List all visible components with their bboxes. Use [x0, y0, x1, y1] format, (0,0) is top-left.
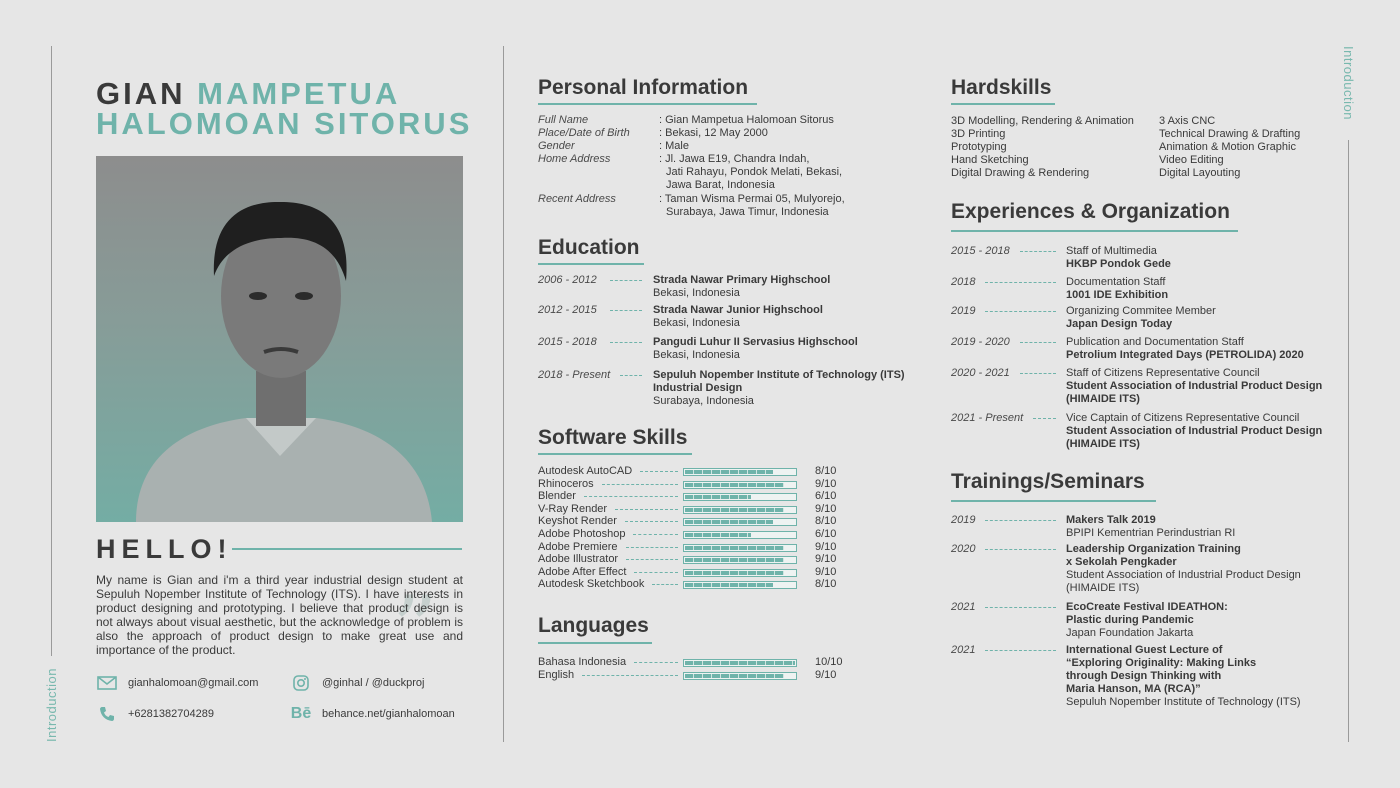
education-dash	[610, 280, 642, 281]
hardskill-item: Technical Drawing & Drafting	[1159, 128, 1301, 140]
skill-dash	[634, 572, 678, 573]
skill-row	[538, 566, 843, 578]
timeline-line: Plastic during Pandemic	[1066, 614, 1194, 626]
hardskills-column-1	[951, 115, 1134, 180]
timeline-dash	[1020, 342, 1056, 343]
timeline-date: 2015 - 2018	[951, 245, 1010, 257]
skill-dash	[625, 521, 678, 522]
languages-underline	[538, 642, 652, 644]
timeline-line: International Guest Lecture of	[1066, 644, 1223, 656]
right-frame-line	[1348, 140, 1349, 742]
skill-row	[538, 669, 843, 681]
skill-name: Adobe After Effect	[538, 565, 627, 578]
hardskill-item: 3 Axis CNC	[1159, 115, 1216, 127]
contact-phone[interactable]	[96, 706, 214, 722]
first-name: GIAN	[96, 76, 186, 111]
timeline-date: 2021 - Present	[951, 412, 1024, 424]
skill-bar	[683, 581, 797, 589]
skill-bar-fill	[685, 508, 784, 512]
hardskill-item: Animation & Motion Graphic	[1159, 141, 1296, 153]
timeline-dash	[985, 650, 1056, 651]
timeline-body	[1066, 367, 1322, 406]
skill-name: Blender	[538, 490, 576, 503]
timeline-body	[1066, 305, 1216, 331]
timeline-body	[1066, 514, 1235, 540]
last-name: HALOMOAN SITORUS	[96, 106, 473, 141]
trainings-title: Trainings/Seminars	[951, 470, 1145, 493]
timeline-dash	[1020, 373, 1056, 374]
timeline-dash	[985, 282, 1056, 283]
skill-bar	[683, 506, 797, 514]
timeline-line: Japan Design Today	[1066, 318, 1173, 330]
skill-row	[538, 478, 843, 490]
timeline-line: Sepuluh Nopember Institute of Technology (ITS)	[1066, 696, 1301, 708]
bio-text: My name is Gian and i'm a third year industrial design student at Sepuluh Nopember Institute of Technology (ITS). I have interests in product designing and prototyping. I believe that product design is not always about visual aesthetic, but the acknowledge of problem is also the approach of product design to make great use and importance of the product.	[96, 573, 463, 657]
portrait-illustration	[96, 156, 463, 522]
left-frame-line	[51, 46, 52, 656]
timeline-line: Student Association of Industrial Product Design	[1066, 569, 1301, 581]
skill-row	[538, 578, 843, 590]
side-label-right: Introduction	[1341, 46, 1356, 120]
timeline-body	[1066, 543, 1301, 595]
skill-bar-fill	[685, 661, 795, 665]
timeline-line: Staff of Citizens Representative Council	[1066, 367, 1260, 379]
hardskill-item: Digital Layouting	[1159, 167, 1241, 179]
phone-icon	[96, 706, 118, 722]
skill-name: English	[538, 669, 575, 681]
skill-row	[538, 490, 843, 502]
skill-bar	[683, 493, 797, 501]
skill-bar-fill	[685, 533, 751, 537]
languages-title: Languages	[538, 614, 649, 637]
email-text: gianhalomoan@gmail.com	[128, 677, 259, 689]
skill-name: Keyshot Render	[538, 515, 617, 528]
middle-name: MAMPETUA	[197, 76, 401, 111]
skill-score: 8/10	[815, 515, 837, 528]
quote-decoration: ”	[392, 577, 439, 682]
skill-row	[538, 553, 843, 565]
timeline-date: 2019	[951, 305, 976, 317]
timeline-dash	[985, 520, 1056, 521]
timeline-line: Staff of Multimedia	[1066, 245, 1157, 257]
timeline-date: 2020	[951, 543, 976, 555]
skill-name: Rhinoceros	[538, 477, 594, 490]
skill-bar-fill	[685, 520, 773, 524]
hardskill-item: Hand Sketching	[951, 154, 1029, 166]
skill-score: 8/10	[815, 465, 837, 477]
education-body: Strada Nawar Junior Highschool Bekasi, Indonesia	[653, 304, 823, 329]
skill-row	[538, 541, 843, 553]
skill-name: Adobe Premiere	[538, 540, 618, 553]
skill-dash	[633, 534, 678, 535]
timeline-line: x Sekolah Pengkader	[1066, 556, 1177, 568]
timeline-dash	[1033, 418, 1056, 419]
timeline-date: 2020 - 2021	[951, 367, 1010, 379]
education-item: 2006 - 2012	[538, 274, 597, 286]
education-title: Education	[538, 236, 640, 259]
skill-dash	[602, 484, 678, 485]
pi-row-birth: Place/Date of Birth : Bekasi, 12 May 2000	[538, 127, 768, 139]
skill-row	[538, 656, 843, 668]
skill-bar	[683, 481, 797, 489]
hardskill-item: Prototyping	[951, 141, 1007, 153]
timeline-line: Maria Hanson, MA (RCA)”	[1066, 683, 1201, 695]
hardskill-item: 3D Printing	[951, 128, 1006, 140]
skill-name: Adobe Illustrator	[538, 553, 619, 566]
skill-bar-fill	[685, 583, 773, 587]
timeline-body	[1066, 644, 1301, 709]
skill-dash	[652, 584, 678, 585]
behance-text: behance.net/gianhalomoan	[322, 708, 455, 720]
personal-info-title: Personal Information	[538, 76, 749, 99]
skill-dash	[640, 471, 678, 472]
timeline-body	[1066, 601, 1228, 640]
experiences-underline	[951, 230, 1238, 232]
center-divider-line	[503, 46, 504, 742]
skill-score: 9/10	[815, 477, 837, 490]
pi-row-recent-address: Recent Address : Taman Wisma Permai 05, Mulyorejo, Surabaya, Jawa Timur, Indonesia	[538, 193, 845, 218]
hello-underline	[232, 548, 462, 550]
timeline-line: Student Association of Industrial Product Design	[1066, 425, 1323, 437]
pi-row-home-address: Home Address : Jl. Jawa E19, Chandra Indah, Jati Rahayu, Pondok Melati, Bekasi, Jawa Barat, Indonesia	[538, 153, 843, 191]
skill-bar-fill	[685, 546, 784, 550]
timeline-line: Leadership Organization Training	[1066, 543, 1241, 555]
timeline-line: Makers Talk 2019	[1066, 514, 1156, 526]
skill-bar	[683, 569, 797, 577]
skill-bar	[683, 468, 797, 476]
skill-score: 6/10	[815, 528, 837, 540]
skill-row	[538, 515, 843, 527]
side-label-left: Introduction	[44, 668, 59, 742]
hardskill-item: 3D Modelling, Rendering & Animation	[951, 115, 1134, 127]
timeline-line: “Exploring Originality: Making Links	[1066, 657, 1257, 669]
timeline-body	[1066, 276, 1168, 302]
skill-bar	[683, 544, 797, 552]
education-item: 2012 - 2015	[538, 304, 597, 316]
skill-bar	[683, 518, 797, 526]
skill-dash	[582, 675, 678, 676]
timeline-dash	[985, 607, 1056, 608]
skill-bar-fill	[685, 674, 784, 678]
timeline-body	[1066, 245, 1171, 271]
timeline-line: HKBP Pondok Gede	[1066, 258, 1171, 270]
timeline-dash	[985, 311, 1056, 312]
behance-icon: Bē	[290, 705, 312, 722]
timeline-line: (HIMAIDE ITS)	[1066, 582, 1140, 594]
education-body: Pangudi Luhur II Servasius Highschool Bekasi, Indonesia	[653, 336, 858, 361]
skill-name: Autodesk Sketchbook	[538, 578, 645, 591]
timeline-date: 2019	[951, 514, 976, 526]
skill-bar	[683, 556, 797, 564]
pi-row-gender: Gender : Male	[538, 140, 689, 152]
skill-dash	[626, 559, 678, 560]
contact-behance[interactable]	[290, 706, 455, 722]
skill-bar	[683, 672, 797, 680]
skill-row	[538, 503, 843, 515]
timeline-line: through Design Thinking with	[1066, 670, 1222, 682]
skill-score: 9/10	[815, 502, 837, 515]
timeline-body	[1066, 412, 1322, 451]
phone-text: +6281382704289	[128, 708, 214, 720]
trainings-underline	[951, 500, 1156, 502]
skill-name: Bahasa Indonesia	[538, 656, 627, 668]
skill-score: 9/10	[815, 540, 837, 553]
profile-photo	[96, 156, 463, 522]
timeline-line: Publication and Documentation Staff	[1066, 336, 1244, 348]
skill-score: 10/10	[815, 656, 843, 668]
skill-score: 9/10	[815, 565, 837, 578]
timeline-date: 2021	[951, 601, 976, 613]
skill-score: 9/10	[815, 553, 837, 566]
skill-row	[538, 465, 843, 477]
instagram-text: @ginhal / @duckproj	[322, 677, 425, 689]
education-item: 2015 - 2018	[538, 336, 597, 348]
skill-bar-fill	[685, 483, 784, 487]
skill-bar-fill	[685, 558, 784, 562]
timeline-line: Documentation Staff	[1066, 276, 1166, 288]
skill-bar-fill	[685, 571, 784, 575]
timeline-date: 2019 - 2020	[951, 336, 1010, 348]
education-dash	[620, 375, 642, 376]
timeline-line: Japan Foundation Jakarta	[1066, 627, 1194, 639]
timeline-line: Organizing Commitee Member	[1066, 305, 1216, 317]
skill-bar	[683, 531, 797, 539]
personal-info-underline	[538, 103, 757, 105]
education-body: Sepuluh Nopember Institute of Technology (ITS) Industrial Design Surabaya, Indonesia	[653, 369, 905, 407]
skill-bar-fill	[685, 495, 751, 499]
timeline-line: Petrolium Integrated Days (PETROLIDA) 2020	[1066, 349, 1304, 361]
timeline-line: EcoCreate Festival IDEATHON:	[1066, 601, 1228, 613]
instagram-icon	[290, 675, 312, 691]
hardskills-title: Hardskills	[951, 76, 1052, 99]
timeline-date: 2018	[951, 276, 976, 288]
hardskills-underline	[951, 103, 1055, 105]
education-underline	[538, 263, 644, 265]
contact-email[interactable]	[96, 675, 258, 691]
skill-score: 6/10	[815, 490, 837, 503]
education-item: 2018 - Present	[538, 369, 611, 381]
timeline-line: (HIMAIDE ITS)	[1066, 393, 1140, 405]
skill-dash	[634, 662, 678, 663]
skill-row	[538, 528, 843, 540]
contact-instagram[interactable]	[290, 675, 424, 691]
skill-dash	[584, 496, 678, 497]
education-body: Strada Nawar Primary Highschool Bekasi, Indonesia	[653, 274, 831, 299]
hardskills-column-2	[1159, 115, 1300, 180]
timeline-line: BPIPI Kementrian Perindustrian RI	[1066, 527, 1236, 539]
hello-heading: HELLO!	[96, 534, 233, 564]
timeline-line: Student Association of Industrial Product Design	[1066, 380, 1323, 392]
timeline-dash	[1020, 251, 1056, 252]
skill-dash	[626, 547, 678, 548]
timeline-body	[1066, 336, 1304, 362]
mail-icon	[96, 675, 118, 691]
skill-score: 9/10	[815, 669, 837, 681]
pi-row-full-name: Full Name : Gian Mampetua Halomoan Sitorus	[538, 114, 834, 126]
hardskill-item: Video Editing	[1159, 154, 1224, 166]
timeline-dash	[985, 549, 1056, 550]
skill-name: Autodesk AutoCAD	[538, 465, 633, 477]
education-dash	[610, 342, 642, 343]
timeline-line: 1001 IDE Exhibition	[1066, 289, 1169, 301]
software-underline	[538, 453, 692, 455]
skill-bar-fill	[685, 470, 773, 474]
skill-name: V-Ray Render	[538, 502, 608, 515]
skill-name: Adobe Photoshop	[538, 528, 626, 540]
software-title: Software Skills	[538, 426, 688, 449]
experiences-title: Experiences & Organization	[951, 200, 1230, 223]
education-dash	[610, 310, 642, 311]
hardskill-item: Digital Drawing & Rendering	[951, 167, 1090, 179]
timeline-line: (HIMAIDE ITS)	[1066, 438, 1140, 450]
timeline-line: Vice Captain of Citizens Representative Council	[1066, 412, 1300, 424]
skill-dash	[615, 509, 678, 510]
timeline-date: 2021	[951, 644, 976, 656]
skill-bar	[683, 659, 797, 667]
skill-score: 8/10	[815, 578, 837, 591]
